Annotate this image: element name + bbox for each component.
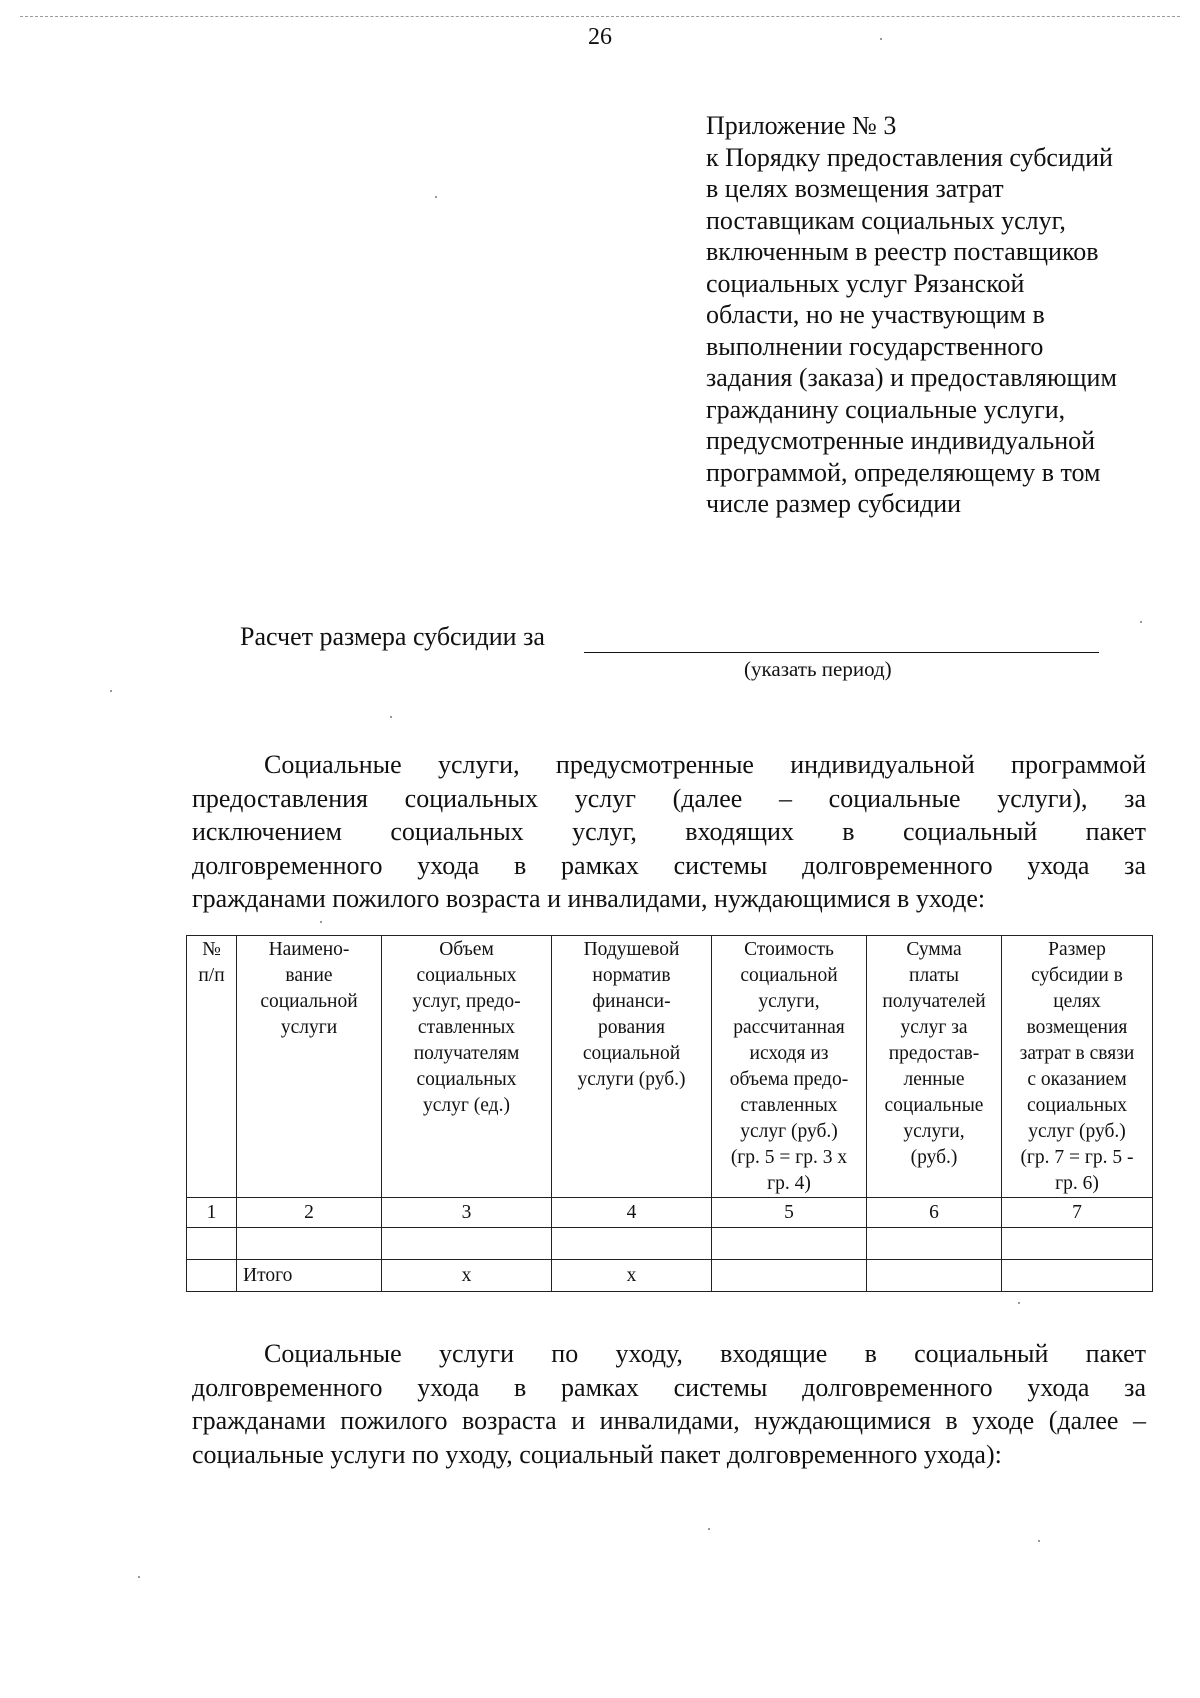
scan-speck <box>138 1576 140 1578</box>
appendix-line: выполнении государственного <box>706 331 1044 361</box>
appendix-line: Приложение № 3 <box>706 111 897 140</box>
scan-speck <box>110 690 112 692</box>
scan-border-line <box>20 16 1180 17</box>
column-number-cell: 4 <box>552 1198 712 1228</box>
appendix-line: включенным в реестр поставщиков <box>706 237 1099 266</box>
column-header-service-name: Наимено- вание социальной услуги <box>237 936 382 1198</box>
appendix-line: числе размер субсидии <box>706 489 962 518</box>
table-cell <box>187 1260 237 1292</box>
table-cell: х <box>382 1260 552 1292</box>
column-number-cell: 3 <box>382 1198 552 1228</box>
table-cell <box>712 1260 867 1292</box>
table-header-row <box>187 936 1153 1198</box>
scan-speck <box>880 38 882 40</box>
page-number: 26 <box>588 24 612 50</box>
scan-speck <box>1140 621 1142 623</box>
appendix-line: области, но не участвующим в <box>706 300 1045 329</box>
column-header-per-capita-norm: Подушевой норматив финанси- рования социальной услуги (руб.) <box>552 936 712 1198</box>
period-blank-line <box>584 652 1099 653</box>
table-cell <box>712 1228 867 1260</box>
appendix-line: задания (заказа) и предоставляющим <box>706 363 1117 392</box>
table-cell: х <box>552 1260 712 1292</box>
appendix-line: предусмотренные индивидуальной <box>706 426 1096 455</box>
paragraph-line: долговременного ухода в рамках системы долговременного ухода за <box>192 850 1146 880</box>
paragraph-line: гражданами пожилого возраста и инвалидами, нуждающимися в уходе: <box>192 884 986 913</box>
table-cell <box>867 1228 1002 1260</box>
paragraph-line: предоставления социальных услуг (далее – социальные услуги), за <box>192 783 1146 813</box>
scan-speck <box>435 196 437 198</box>
appendix-line: социальных услуг Рязанской <box>706 268 1025 298</box>
scan-speck <box>1038 1540 1040 1542</box>
scan-speck <box>708 1528 710 1530</box>
appendix-line: к Порядку предоставления субсидий <box>706 142 1113 172</box>
paragraph-line: исключением социальных услуг, входящих в социальный пакет <box>192 817 1146 846</box>
table-cell <box>382 1228 552 1260</box>
table-cell <box>237 1228 382 1260</box>
appendix-header <box>706 110 1176 520</box>
appendix-line: в целях возмещения затрат <box>706 174 1004 203</box>
table-cell <box>187 1228 237 1260</box>
total-label-cell: Итого <box>237 1260 382 1292</box>
column-number-cell: 6 <box>867 1198 1002 1228</box>
appendix-line: гражданину социальные услуги, <box>706 394 1066 424</box>
column-numbers-row <box>187 1198 1153 1228</box>
paragraph-line: Социальные услуги, предусмотренные индивидуальной программой <box>264 750 1146 779</box>
column-number-cell: 1 <box>187 1198 237 1228</box>
scan-speck <box>320 921 322 923</box>
table-row <box>187 1228 1153 1260</box>
paragraph-line: долговременного ухода в рамках системы долговременного ухода за <box>192 1372 1146 1402</box>
calculation-title: Расчет размера субсидии за <box>240 622 545 651</box>
paragraph-line: социальные услуги по уходу, социальный пакет долговременного ухода): <box>192 1439 1002 1469</box>
table-cell <box>1002 1260 1153 1292</box>
column-header-service-volume: Объем социальных услуг, предо- ставленных получателям социальных услуг (ед.) <box>382 936 552 1198</box>
paragraph-care-services <box>192 1337 1146 1471</box>
total-row <box>187 1260 1153 1292</box>
table-cell <box>552 1228 712 1260</box>
paragraph-line: Социальные услуги по уходу, входящие в социальный пакет <box>264 1339 1146 1368</box>
column-number-cell: 2 <box>237 1198 382 1228</box>
paragraph-social-services <box>192 748 1146 916</box>
table-cell <box>867 1260 1002 1292</box>
appendix-line: программой, определяющему в том <box>706 457 1101 487</box>
column-header-subsidy-amount: Размер субсидии в целях возмещения затрат в связи с оказанием социальных услуг (руб.) (гр. 7 = гр. 5 - гр. 6) <box>1002 936 1153 1198</box>
column-number-cell: 7 <box>1002 1198 1153 1228</box>
column-number-cell: 5 <box>712 1198 867 1228</box>
paragraph-line: гражданами пожилого возраста и инвалидами, нуждающимися в уходе (далее – <box>192 1406 1146 1435</box>
table-cell <box>1002 1228 1153 1260</box>
column-header-number: № п/п <box>187 936 237 1198</box>
scan-speck <box>390 716 392 718</box>
scan-speck <box>1018 1302 1020 1304</box>
column-header-service-cost: Стоимость социальной услуги, рассчитанная исходя из объема предо- ставленных услуг (руб.) (гр. 5 = гр. 3 х гр. 4) <box>712 936 867 1198</box>
column-header-recipient-payment: Сумма платы получателей услуг за предостав- ленные социальные услуги, (руб.) <box>867 936 1002 1198</box>
subsidy-table <box>186 935 1153 1292</box>
appendix-line: поставщикам социальных услуг, <box>706 205 1066 235</box>
period-hint: (указать период) <box>744 657 892 681</box>
